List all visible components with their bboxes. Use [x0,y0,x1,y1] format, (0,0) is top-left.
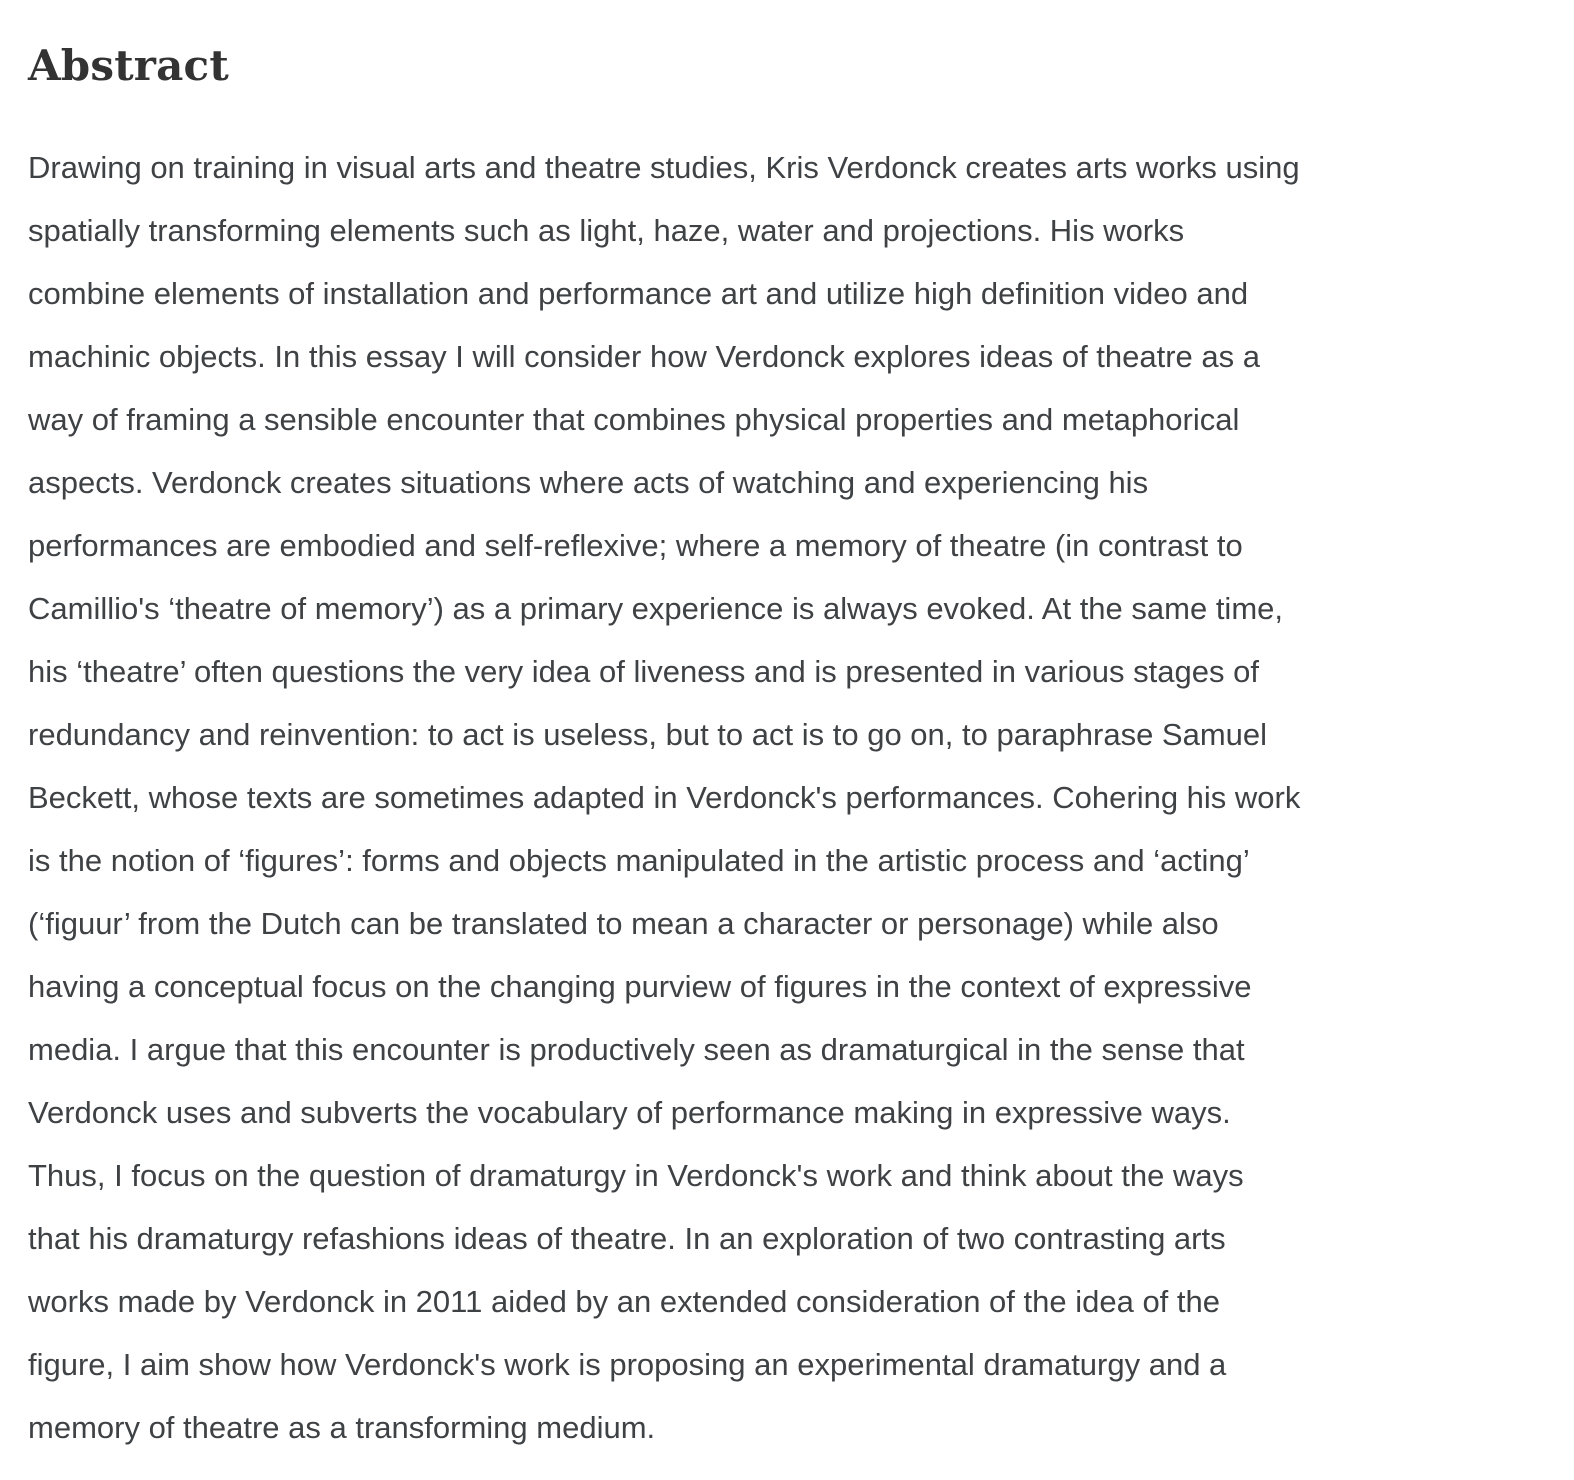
abstract-text-line: media. I argue that this encounter is productively seen as dramaturgical in the sense that [28,1032,1245,1067]
abstract-text-line: figure, I aim show how Verdonck's work is proposing an experimental dramaturgy and a [28,1347,1227,1382]
abstract-text-line: his ‘theatre’ often questions the very idea of liveness and is presented in various stages of [28,654,1259,689]
abstract-text-line: spatially transforming elements such as light, haze, water and projections. His works [28,213,1185,248]
abstract-text-line: machinic objects. In this essay I will consider how Verdonck explores ideas of theatre as a [28,339,1261,374]
abstract-text-line: aspects. Verdonck creates situations where acts of watching and experiencing his [28,465,1149,500]
abstract-text-line: Beckett, whose texts are sometimes adapted in Verdonck's performances. Cohering his work [28,780,1301,815]
abstract-text-line: performances are embodied and self-reflexive; where a memory of theatre (in contrast to [28,528,1243,563]
abstract-text-line: Verdonck uses and subverts the vocabulary of performance making in expressive ways. [28,1095,1231,1130]
abstract-text-line: redundancy and reinvention: to act is useless, but to act is to go on, to paraphrase Samuel [28,717,1268,752]
abstract-text-line: having a conceptual focus on the changing purview of figures in the context of expressive [28,969,1252,1004]
abstract-text-line: Drawing on training in visual arts and theatre studies, Kris Verdonck creates arts works using [28,150,1300,185]
abstract-paragraph [28,136,1546,1459]
abstract-text-line: combine elements of installation and performance art and utilize high definition video and [28,276,1249,311]
abstract-text-line: (‘figuur’ from the Dutch can be translated to mean a character or personage) while also [28,906,1219,941]
abstract-text-line: memory of theatre as a transforming medium. [28,1410,656,1445]
abstract-text-line: is the notion of ‘figures’: forms and objects manipulated in the artistic process and ‘acting’ [28,843,1250,878]
abstract-text-line: that his dramaturgy refashions ideas of theatre. In an exploration of two contrasting arts [28,1221,1226,1256]
abstract-text-line: works made by Verdonck in 2011 aided by an extended consideration of the idea of the [28,1284,1221,1319]
abstract-heading: Abstract [28,41,229,90]
abstract-text-line: Thus, I focus on the question of dramaturgy in Verdonck's work and think about the ways [28,1158,1244,1193]
abstract-text-line: way of framing a sensible encounter that combines physical properties and metaphorical [28,402,1240,437]
abstract-text-line: Camillio's ‘theatre of memory’) as a primary experience is always evoked. At the same time, [28,591,1284,626]
